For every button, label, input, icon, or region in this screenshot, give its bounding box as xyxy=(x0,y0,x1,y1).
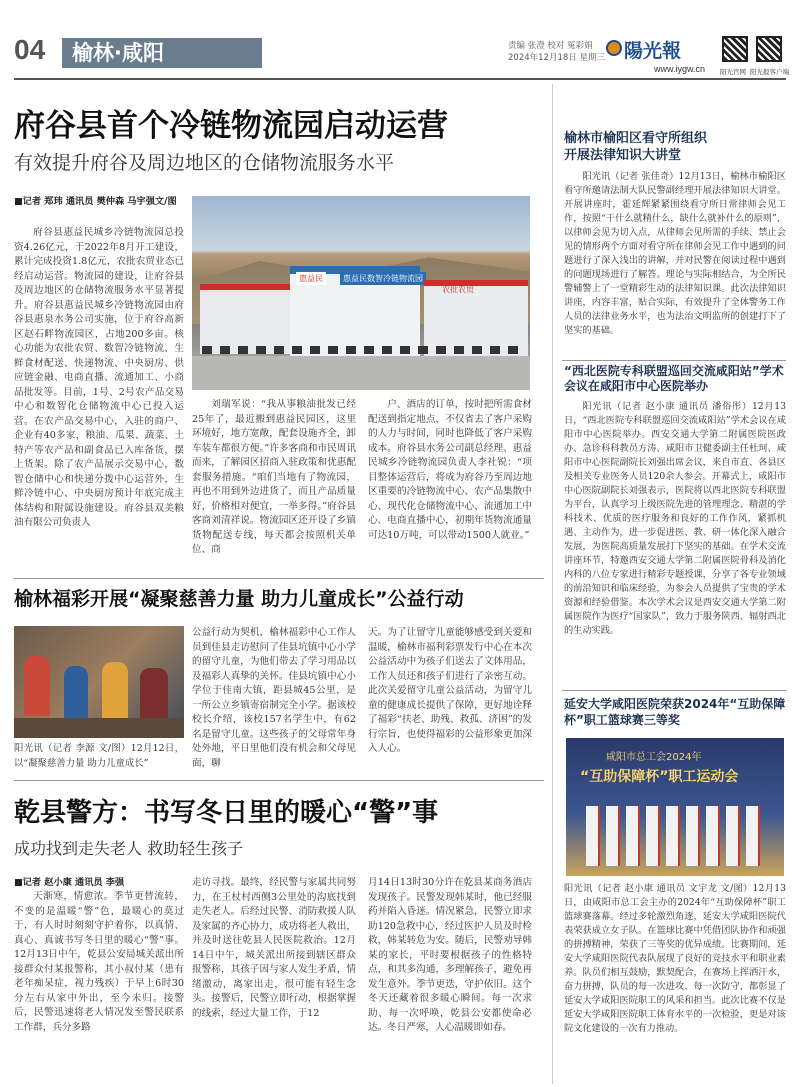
article2-body-col3: 天。为了让留守儿童能够感受到关爱和温暖，榆林市福利彩票发行中心在本次公益活动中为孩子们送去了文体用品，工作人员还和孩子们进行了亲密互动。此次关爱留守儿童公益活动，为留守儿童的健康成长提供了保障，更好地诠释了福彩“扶老、助残、救孤、济困”的发行宗旨，也使得福彩的公益形象更加深入人心。 xyxy=(368,627,532,754)
charity-event-photo xyxy=(14,626,184,738)
edition-meta xyxy=(508,40,605,64)
qr-code-icon xyxy=(756,36,782,62)
market-sign: 农批农贸 xyxy=(442,285,474,294)
side1-title: 榆林市榆阳区看守所组织开展法律知识大讲堂 xyxy=(564,131,708,163)
article2-body-col2: 公益行动为契机，榆林福彩中心工作人员到佳县走访慰问了佳县坑镇中心小学的留守儿童，为他们带去了学习用品以及福彩人真挚的关怀。佳县坑镇中心小学位于佳南大镇，距县城45公里，是一所公立乡镇寄宿制完全小学。据该校校长介绍，该校157名学生中，有62名是留守儿童。这些孩子的父母常年身处外地，平日里他们没有机会和父母见面，聊 xyxy=(192,627,356,769)
article3-body-col3: 月14日13时30分许在乾县某商务酒店发现孩子。民警发现韩某时，他已经服药并陷入昏迷。情况紧急，民警立即求助120急救中心，经过医护人员及时检救，韩某转危为安。随后，民警劝导韩某的家长，平时要根据孩子的性格特点，和其多沟通，多理解孩子，避免再发生意外。季节更迭，守护依旧。这个冬天还藏着很多暖心瞬间。每一次求助、每一次呼唤，乾县公安都使命必达。冬日严寒，人心温暖即如春。 xyxy=(368,877,532,1033)
qr-label: 阳光报客户端 xyxy=(750,68,789,76)
header-rule xyxy=(14,78,786,80)
side3-body: 阳光讯（记者 赵小康 通讯员 文宇龙 文/图）12月13日，由咸阳市总工会主办的2024年“互助保障杯”职工篮球赛落幕。经过多轮激烈角逐，延安大学咸阳医院代表荣获成立女子队。在篮球比赛中凭借团队协作和顽强的拼搏精神，荣获了三等奖的优异成绩。比赛期间，延安大学咸阳医院代表队展现了良好的竞技水平和职业素养。队员们相互鼓励，默契配合，在赛场上挥洒汗水，奋力拼搏，队员的每一次进攻、每一次防守，都彰显了延安大学咸阳医院职工的风采和担当。此次比赛不仅是延安大学咸阳医院职工体育水平的一次检验，更是对该院文化建设的一次有力推动。 xyxy=(564,883,786,1034)
cars xyxy=(202,346,522,354)
divider xyxy=(14,578,544,579)
qr-label: 阳光官网 xyxy=(720,68,746,76)
article2-title: 榆林福彩开展“凝聚慈善力量 助力儿童成长”公益行动 xyxy=(14,588,464,610)
editors-line: 责编 张澄 校对 冤彩娟 xyxy=(508,41,593,51)
divider xyxy=(14,780,544,781)
website-link[interactable]: www.iygw.cn xyxy=(654,64,706,74)
article1-body-col2: 刘瑞军说：“我从事粮油批发已经25年了，最近搬到惠益民园区，这里环境好，地方宽敞，配套设施齐全，卸车装车都很方便。”许多客商和市民周讯而来，了解园区招商入驻政策和优惠配套服务措施。“咱们当地有了物流园，再也不用到外边进货了，而且产品质量好，价格相对便宜，一举多得。”府谷县客商刘清祥说。物流园区还开设了乡镇货物配送专线，每天都会按照机关单位、商 xyxy=(192,399,356,555)
page-number: 04 xyxy=(14,34,46,65)
team-players xyxy=(586,806,766,866)
article3-body-col2: 走访寻找。最终，经民警与家属共同努力，在王杖村西侧3公里处的沟底找到走失老人。后经过民警、消防救援人队及家属的齐心协力，成功将老人救出，并及时送往乾县人民医院救治。12月14日中午，城关派出所接到辖区群众报警称，其孩子因与家人发生矛盾，情绪激动，离家出走，很可能有轻生念头。接警后，民警立即行动，根据掌握的线索，经过大量工作，于12 xyxy=(192,877,356,1019)
basketball-team-photo xyxy=(566,738,784,876)
column-divider xyxy=(552,84,553,1084)
article1-byline: ■记者 郑玮 通讯员 樊仲森 马宇强文/图 xyxy=(14,196,177,207)
article3-title: 乾县警方：书写冬日里的暖心“警”事 xyxy=(14,798,439,828)
side2-title: “西北医院专科联盟巡回交流咸阳站”学术会议在咸阳市中心医院举办 xyxy=(564,364,784,393)
banner-line1: 咸阳市总工会2024年 xyxy=(606,752,702,763)
side2-body: 阳光讯（记者 赵小康 通讯员 潘俗彤）12月13日，“西北医院专科联盟巡回交流咸阳站”学术会议在咸阳市中心医院举办。西安交通大学第二附属医院医政办、急诊科科教员方涛、咸阳市卫健委副主任杜珂、咸阳市中心医院副院长刘强出席会议，来自市直、各县区及相关专业医务人员120余人参会。开幕式上，咸阳市中心医院副院长刘强表示，医院将以西北医院专科联盟为平台，认真学习上级医院先进的管理理念、精湛的学科技术、优质的医疗服务和良好的工作作风，紧抓机遇、主动作为，进一步促进医、教、研一体化深入融合发展，为医院高质量发展打下坚实的基础。在学术交流讲座环节，特邀西安交通大学第二附属医院骨科及消化内科的八位专家进行精彩专题授课，分享了各专业领域的前沿知识和临床经验，为参会人员提供了宝贵的学术资源和经验借鉴。本次学术会议是西安交通大学第二附属医院作为医疗“国家队”，致力于服务陕西、辐射西北的生动实践。 xyxy=(564,401,786,636)
parking-lot xyxy=(192,356,530,390)
article1-body-col3: 户、酒店的订单，按时把所需食材配送到指定地点，不仅省去了客户采购的人力与时间，同时也降低了客户采购成本。府谷县水务公司副总经理、惠益民城乡冷链物流园负责人李社锐：“项目整体运营后，将成为府谷乃至周边地区重要的冷链物流中心、农产品集散中心、现代化仓储物流中心、流通加工中心、电商直播中心，初期年货物流通量可达10万吨，可以带动1500人就业。” xyxy=(368,399,532,541)
paper-logo: 陽光報 xyxy=(624,40,682,62)
park-sign: 惠益民数智冷链物流园 xyxy=(340,272,426,285)
building-left xyxy=(200,284,300,354)
article2-caption: 阳光讯（记者 李源 文/图）12月12日，以“凝聚慈善力量 助力儿童成长” xyxy=(14,743,184,769)
divider xyxy=(562,690,786,691)
article3-byline: ■记者 赵小康 通讯员 李强 xyxy=(14,877,125,888)
date-line: 2024年12月18日 星期三 xyxy=(508,53,605,63)
side1-body: 阳光讯（记者 张佳奇）12月13日，榆林市榆阳区看守所邀请法制大队民警副经理开展法律知识大讲堂。开展讲座时，霍延辉紧紧围绕看守所日常律师会见工作，按照“干什么就精什么，缺什么就补什么的原则”，以律师会见为切入点，从律师会见所需的手续、禁止会见的情形两个方面对看守所在律师会见工作中遇到的问题进行了深入浅出的讲解，并对民警在阅读过程中遇到的问题现场进行了解答。理论与实际相结合，为全所民警辅警上了一堂精彩生动的法律知识课。此次法律知识讲座，内容丰富，贴合实际，有效提升了全体警务工作人员的法律业务水平，也为法治文明监所的创建打下了坚实的基础。 xyxy=(564,171,786,336)
banner-line2: “互助保障杯”职工运动会 xyxy=(580,769,739,785)
divider xyxy=(562,360,786,361)
qr-code-icon xyxy=(722,36,748,62)
article1-subtitle: 有效提升府谷及周边地区的仓储物流服务水平 xyxy=(14,152,395,174)
sun-logo-icon xyxy=(606,40,622,56)
article1-title: 府谷县首个冷链物流园启动运营 xyxy=(14,108,448,144)
side3-title: 延安大学咸阳医院荣获2024年“互助保障杯”职工篮球赛三等奖 xyxy=(564,697,786,727)
article3-subtitle: 成功找到走失老人 救助轻生孩子 xyxy=(14,839,244,858)
brand-sign: 惠益民 xyxy=(296,272,326,285)
article1-body-col1: 府谷县惠益民城乡冷链物流园总投资4.26亿元，于2022年8月开工建设，累计完成投资1.8亿元，农批农贸业态已经启动运营。物流园的建设，让府谷县及周边地区的仓储物流服务水平显著提升。府谷县惠益民城乡冷链物流园由府谷县惠泉水务公司实施，位于府谷高新区赵石畔物流园区，占地200多亩。核心功能为农批农贸、数智冷链物流、生鲜食材配送、快递物流、中央厨房、供应链金融、电商直播、流通加工、小商品批发等。目前，1号、2号农产品交易中心和数智化仓储物流中心已投入运营。在农产品交易中心，入驻的商户、企业有40多家，粮油、瓜果、蔬菜、土特产等农产品和副食品已入库备货，摆上货架。除了农产品展示交易中心，数智仓储中心和快递分拨中心运营外，生鲜冷链中心、中央厨房预计年底完成主体结构和附属设施建设。府谷县双美粮油有限公司负责人 xyxy=(14,227,184,528)
building-right xyxy=(424,280,528,356)
logistics-park-photo xyxy=(192,196,530,390)
article3-body-col1: 天渐寒，情愈浓。季节更替流转，不变的是温暖“警”色，最暖心的莫过于，有人时时刻刻守护着你，以真情、真心、真诚书写冬日里的暖心“警”事。12月13日中午，乾县公安局城关派出所接群众付某报警称，其小叔付某（患有老年痴呆症，视力残疾）于早上6时30分左右从家中外出，至今未归。接警后，民警迅速将老人情况发至警民联系工作群，兵分多路 xyxy=(14,891,184,1033)
section-band: 榆林·咸阳 xyxy=(62,38,262,68)
